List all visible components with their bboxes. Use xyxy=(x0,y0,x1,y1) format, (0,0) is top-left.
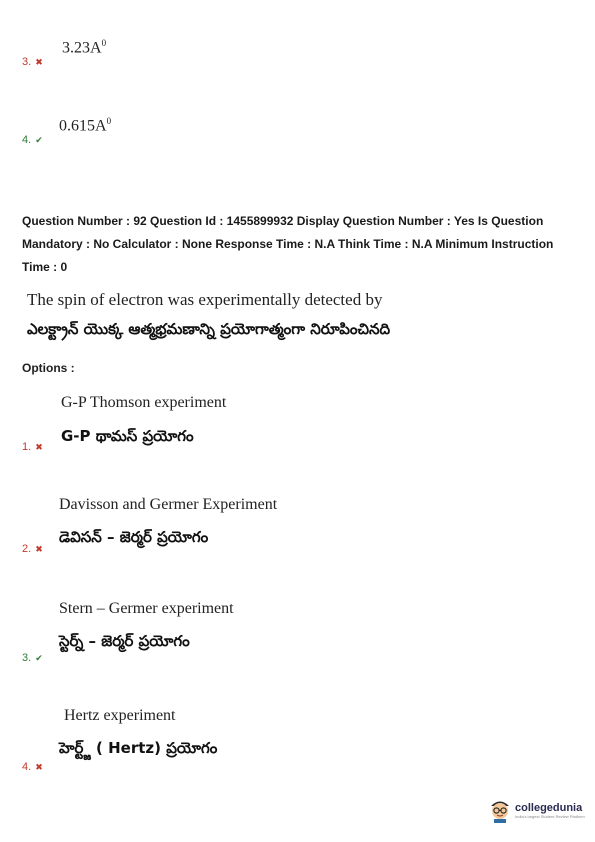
wrong-icon: ✖ xyxy=(35,57,43,67)
prev-option-3-number xyxy=(22,56,43,68)
meta-line-2: Mandatory : No Calculator : None Response Time : N.A Think Time : N.A Minimum Instruction xyxy=(22,237,554,251)
option-3-index: 3. xyxy=(22,652,32,664)
option-1-index: 1. xyxy=(22,441,32,453)
option-3-telugu: స్టెర్న్ – జెర్మర్ ప్రయోగం xyxy=(59,632,190,650)
mascot-icon xyxy=(488,797,512,823)
wrong-icon: ✖ xyxy=(35,442,43,452)
option-1-number xyxy=(22,441,43,453)
prev-option-4-text xyxy=(59,116,111,135)
option-1-english: G-P Thomson experiment xyxy=(61,394,227,411)
logo-tagline: India's largest Student Review Platform xyxy=(515,813,585,819)
prev-option-4-number xyxy=(22,134,43,146)
collegedunia-logo xyxy=(488,797,585,823)
option-4-english: Hertz experiment xyxy=(64,707,176,724)
check-icon: ✔ xyxy=(35,653,43,663)
wrong-icon: ✖ xyxy=(35,762,43,772)
option-2-index: 2. xyxy=(22,543,32,555)
option-4-number xyxy=(22,761,43,773)
logo-text xyxy=(515,802,585,819)
option-3-english: Stern – Germer experiment xyxy=(59,600,234,617)
logo-name: collegedunia xyxy=(515,801,583,814)
prev-option-4-sup: 0 xyxy=(106,116,112,126)
check-icon: ✔ xyxy=(35,135,43,145)
prev-option-3-text xyxy=(62,38,106,57)
prev-option-3-index: 3. xyxy=(22,56,32,68)
option-4-telugu: హెర్ట్జ్ ( Hertz) ప్రయోగం xyxy=(59,739,218,757)
options-label: Options : xyxy=(22,361,75,375)
option-2-english: Davisson and Germer Experiment xyxy=(59,496,278,513)
prev-option-4-value: 0.615A xyxy=(59,117,107,135)
prev-option-4-index: 4. xyxy=(22,134,32,146)
option-3-number xyxy=(22,652,43,664)
meta-line-1: Question Number : 92 Question Id : 1455899932 Display Question Number : Yes Is Question xyxy=(22,214,544,228)
meta-line-3: Time : 0 xyxy=(22,260,68,274)
option-2-number xyxy=(22,543,43,555)
question-english: The spin of electron was experimentally detected by xyxy=(27,290,383,309)
prev-option-3-sup: 0 xyxy=(101,38,107,48)
question-telugu: ఎలక్ట్రాన్ యొక్క ఆత్మభ్రమణాన్ని ప్రయోగాత్మంగా నిరూపించినది xyxy=(27,320,391,338)
question-meta xyxy=(22,210,587,279)
option-2-telugu: డెవిసన్ – జెర్మర్ ప్రయోగం xyxy=(59,528,209,546)
option-4-index: 4. xyxy=(22,761,32,773)
option-1-telugu: G-P థామస్ ప్రయోగం xyxy=(61,427,194,445)
wrong-icon: ✖ xyxy=(35,544,43,554)
prev-option-3-value: 3.23A xyxy=(62,39,102,57)
